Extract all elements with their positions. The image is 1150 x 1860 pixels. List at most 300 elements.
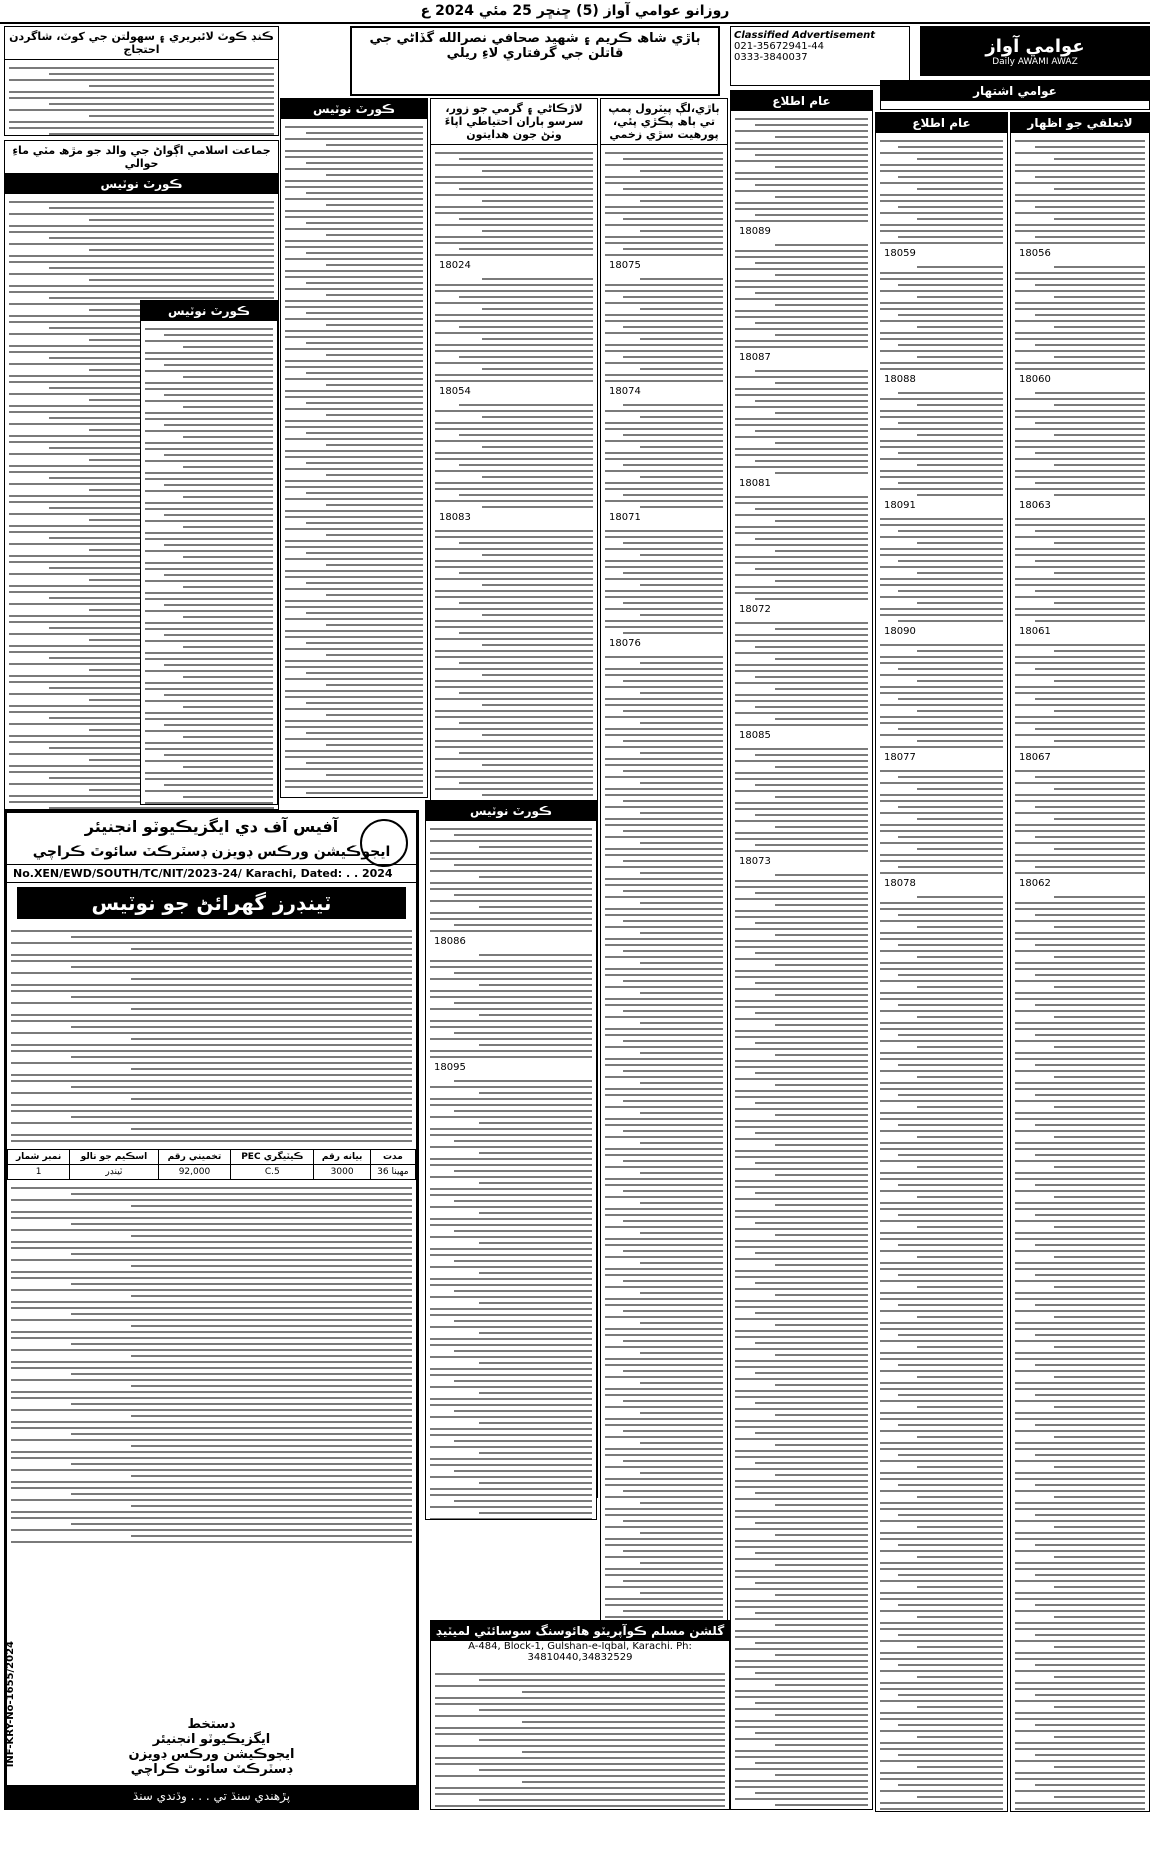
text-line — [735, 1726, 868, 1728]
text-line — [1015, 1430, 1145, 1432]
text-line — [775, 826, 868, 828]
text-line — [605, 1586, 723, 1588]
text-line — [898, 1064, 1003, 1066]
text-line — [1054, 1106, 1145, 1108]
text-line — [735, 142, 868, 144]
text-line — [735, 544, 868, 546]
text-line — [1054, 404, 1145, 406]
text-line — [898, 1154, 1003, 1156]
text-line — [623, 356, 723, 358]
text-line — [880, 782, 1003, 784]
text-line — [430, 1428, 592, 1430]
left-headline-1: ڪنڊ ڪوٽ لائبريري ۽ سھولتن جي کوٽ، شاگردن احتجاج — [5, 27, 278, 60]
text-line — [430, 1296, 592, 1298]
text-line — [640, 584, 723, 586]
text-line — [435, 590, 593, 592]
text-line — [898, 1094, 1003, 1096]
text-line — [459, 188, 593, 190]
text-line — [605, 176, 723, 178]
text-line — [605, 1196, 723, 1198]
text-line — [326, 594, 423, 596]
text-line — [775, 1474, 868, 1476]
text-line — [11, 1104, 412, 1106]
text-line — [735, 514, 868, 516]
text-line — [898, 836, 1003, 838]
text-line — [605, 1016, 723, 1018]
text-line — [1015, 1148, 1145, 1150]
text-line — [164, 514, 273, 516]
text-line — [898, 866, 1003, 868]
text-line — [735, 1390, 868, 1392]
text-line — [605, 1388, 723, 1390]
text-line — [1015, 1298, 1145, 1300]
text-line — [430, 1446, 592, 1448]
text-line — [1054, 1616, 1145, 1618]
text-line — [285, 708, 423, 710]
text-line — [285, 168, 423, 170]
text-line — [482, 584, 593, 586]
text-line — [880, 1412, 1003, 1414]
text-line — [880, 548, 1003, 550]
text-line — [435, 440, 593, 442]
text-line — [605, 896, 723, 898]
text-line — [605, 1304, 723, 1306]
text-line — [623, 602, 723, 604]
text-line — [755, 1252, 868, 1254]
text-line — [1035, 698, 1146, 700]
page-header — [0, 0, 1150, 24]
text-line — [1054, 848, 1145, 850]
table-cell: 1 — [8, 1165, 70, 1180]
text-line — [479, 1482, 592, 1484]
text-line — [285, 348, 423, 350]
text-line — [459, 542, 593, 544]
text-line — [435, 254, 593, 256]
text-line — [11, 1140, 412, 1142]
text-line — [71, 1313, 412, 1315]
text-line — [11, 1427, 412, 1429]
text-line — [454, 1470, 592, 1472]
text-line — [605, 1466, 723, 1468]
text-line — [917, 788, 1003, 790]
text-line — [326, 564, 423, 566]
text-line — [1015, 1748, 1145, 1750]
text-line — [1015, 1688, 1145, 1690]
text-line — [435, 668, 593, 670]
text-line — [1035, 392, 1146, 394]
text-line — [145, 562, 273, 564]
text-line — [605, 320, 723, 322]
text-line — [482, 416, 593, 418]
text-line — [1015, 1610, 1145, 1612]
text-line — [735, 1156, 868, 1158]
text-line — [755, 1492, 868, 1494]
text-line — [623, 1490, 723, 1492]
text-line — [435, 626, 593, 628]
text-line — [145, 610, 273, 612]
text-line — [880, 824, 1003, 826]
text-line — [430, 1374, 592, 1376]
notice-number: 18085 — [739, 730, 771, 741]
text-line — [775, 994, 868, 996]
text-line — [880, 164, 1003, 166]
text-line — [1015, 242, 1145, 244]
text-line — [755, 1762, 868, 1764]
text-line — [880, 1730, 1003, 1732]
text-line — [775, 658, 868, 660]
text-line — [1054, 572, 1145, 574]
text-line — [285, 126, 423, 128]
text-line — [1015, 1160, 1145, 1162]
text-line — [1015, 272, 1145, 274]
text-line — [71, 1343, 412, 1345]
text-line — [1015, 308, 1145, 310]
text-line — [880, 872, 1003, 874]
text-line — [917, 1346, 1003, 1348]
text-line — [623, 158, 723, 160]
text-line — [479, 876, 592, 878]
text-line — [11, 1092, 412, 1094]
text-line — [880, 476, 1003, 478]
text-line — [880, 1178, 1003, 1180]
text-line — [735, 832, 868, 834]
text-line — [1054, 1526, 1145, 1528]
text-line — [1035, 1244, 1146, 1246]
text-line — [1035, 1454, 1146, 1456]
text-line — [435, 374, 593, 376]
text-line — [640, 1232, 723, 1234]
text-line — [605, 914, 723, 916]
text-line — [880, 302, 1003, 304]
text-line — [1015, 224, 1145, 226]
text-line — [880, 1172, 1003, 1174]
text-line — [735, 970, 868, 972]
text-line — [430, 1356, 592, 1358]
text-line — [454, 1170, 592, 1172]
text-line — [623, 1040, 723, 1042]
text-line — [605, 1598, 723, 1600]
text-line — [131, 1128, 412, 1130]
text-line — [430, 1086, 592, 1088]
text-line — [735, 1636, 868, 1638]
text-line — [1035, 560, 1146, 562]
text-line — [1035, 1304, 1146, 1306]
text-line — [9, 231, 274, 233]
text-line — [1035, 422, 1146, 424]
text-line — [735, 1258, 868, 1260]
text-line — [1015, 1460, 1145, 1462]
text-line — [735, 340, 868, 342]
text-line — [880, 1478, 1003, 1480]
text-line — [755, 706, 868, 708]
text-line — [1015, 1562, 1145, 1564]
text-line — [9, 285, 274, 287]
text-line — [479, 1679, 726, 1681]
text-line — [623, 1610, 723, 1612]
text-line — [755, 922, 868, 924]
text-line — [145, 748, 273, 750]
text-line — [11, 1379, 412, 1381]
text-line — [71, 1493, 412, 1495]
text-line — [640, 1472, 723, 1474]
text-line — [285, 678, 423, 680]
text-line — [605, 1394, 723, 1396]
text-line — [775, 580, 868, 582]
text-line — [880, 1112, 1003, 1114]
text-line — [164, 724, 273, 726]
notice-number: 18059 — [884, 248, 916, 259]
text-line — [1015, 800, 1145, 802]
text-line — [898, 1424, 1003, 1426]
text-line — [735, 1750, 868, 1752]
text-line — [605, 314, 723, 316]
text-line — [1035, 1034, 1146, 1036]
text-line — [755, 1132, 868, 1134]
tender-signature — [7, 1717, 416, 1777]
text-line — [605, 1154, 723, 1156]
text-line — [775, 688, 868, 690]
text-line — [735, 1408, 868, 1410]
text-line — [755, 1672, 868, 1674]
text-line — [880, 608, 1003, 610]
text-line — [1054, 956, 1145, 958]
text-line — [479, 1122, 592, 1124]
text-line — [454, 1410, 592, 1412]
text-line — [11, 1277, 412, 1279]
text-line — [775, 1144, 868, 1146]
text-line — [1054, 1316, 1145, 1318]
text-line — [482, 764, 593, 766]
text-line — [755, 1552, 868, 1554]
text-line — [735, 496, 868, 498]
text-line — [1054, 1046, 1145, 1048]
text-line — [623, 770, 723, 772]
notice-number: 18056 — [1019, 248, 1051, 259]
text-line — [880, 446, 1003, 448]
text-line — [1035, 914, 1146, 916]
text-line — [1054, 1706, 1145, 1708]
text-line — [183, 616, 273, 618]
text-line — [459, 248, 593, 250]
text-line — [898, 1034, 1003, 1036]
text-line — [459, 218, 593, 220]
text-line — [11, 1271, 412, 1273]
text-line — [145, 460, 273, 462]
text-line — [326, 414, 423, 416]
text-line — [775, 1594, 868, 1596]
logo-text: عوامي آواز — [985, 35, 1085, 57]
text-line — [1015, 1070, 1145, 1072]
text-line — [435, 488, 593, 490]
text-line — [430, 1218, 592, 1220]
text-line — [131, 978, 412, 980]
text-line — [522, 1691, 725, 1693]
text-line — [459, 404, 593, 406]
text-line — [735, 712, 868, 714]
text-line — [454, 1350, 592, 1352]
text-line — [454, 894, 592, 896]
text-line — [755, 784, 868, 786]
text-line — [522, 1751, 725, 1753]
text-line — [880, 320, 1003, 322]
text-line — [430, 1494, 592, 1496]
text-line — [735, 850, 868, 852]
notice-column-3 — [730, 90, 873, 1810]
text-line — [898, 1004, 1003, 1006]
news-column-3 — [280, 98, 428, 798]
table-cell: 3000 — [314, 1165, 370, 1180]
text-line — [735, 1690, 868, 1692]
text-line — [880, 1382, 1003, 1384]
text-line — [735, 1186, 868, 1188]
text-line — [164, 544, 273, 546]
text-line — [11, 1217, 412, 1219]
text-line — [898, 1364, 1003, 1366]
text-line — [435, 470, 593, 472]
text-line — [640, 992, 723, 994]
text-line — [880, 1250, 1003, 1252]
text-line — [11, 1469, 412, 1471]
text-line — [880, 1370, 1003, 1372]
text-line — [755, 1192, 868, 1194]
text-line — [326, 444, 423, 446]
text-line — [1015, 200, 1145, 202]
text-line — [605, 1328, 723, 1330]
text-line — [1015, 362, 1145, 364]
text-line — [880, 1622, 1003, 1624]
text-line — [145, 508, 273, 510]
text-line — [605, 428, 723, 430]
text-line — [326, 384, 423, 386]
text-line — [430, 1344, 592, 1346]
text-line — [735, 1090, 868, 1092]
notice-column-2-text — [876, 133, 1007, 1812]
text-line — [898, 1754, 1003, 1756]
text-line — [482, 554, 593, 556]
text-line — [326, 204, 423, 206]
text-line — [735, 1798, 868, 1800]
text-line — [898, 236, 1003, 238]
text-line — [1015, 1448, 1145, 1450]
text-line — [145, 652, 273, 654]
text-line — [880, 1328, 1003, 1330]
text-line — [306, 312, 423, 314]
text-line — [735, 808, 868, 810]
text-line — [145, 490, 273, 492]
text-line — [880, 1748, 1003, 1750]
text-line — [479, 1212, 592, 1214]
text-line — [89, 219, 275, 221]
text-line — [735, 772, 868, 774]
text-line — [898, 284, 1003, 286]
text-line — [880, 1802, 1003, 1804]
text-line — [183, 736, 273, 738]
text-line — [880, 1790, 1003, 1792]
text-line — [605, 1526, 723, 1528]
text-line — [735, 1588, 868, 1590]
text-line — [605, 1568, 723, 1570]
text-line — [479, 1422, 592, 1424]
text-line — [430, 1398, 592, 1400]
text-line — [917, 326, 1003, 328]
text-line — [164, 574, 273, 576]
text-line — [880, 566, 1003, 568]
text-line — [145, 640, 273, 642]
text-line — [605, 734, 723, 736]
text-line — [1054, 896, 1145, 898]
text-line — [735, 1570, 868, 1572]
text-line — [640, 338, 723, 340]
text-line — [623, 218, 723, 220]
text-line — [1054, 680, 1145, 682]
text-line — [1015, 488, 1145, 490]
text-line — [917, 218, 1003, 220]
text-line — [917, 1406, 1003, 1408]
text-line — [775, 196, 868, 198]
text-line — [735, 526, 868, 528]
text-line — [605, 530, 723, 532]
notice-number: 18081 — [739, 478, 771, 489]
text-line — [623, 296, 723, 298]
text-line — [430, 912, 592, 914]
text-line — [880, 524, 1003, 526]
text-line — [775, 136, 868, 138]
text-line — [435, 1733, 725, 1735]
text-line — [1015, 1370, 1145, 1372]
text-line — [1015, 1628, 1145, 1630]
text-line — [1015, 692, 1145, 694]
text-line — [459, 662, 593, 664]
text-line — [71, 1523, 412, 1525]
text-line — [640, 1322, 723, 1324]
text-line — [11, 1499, 412, 1501]
text-line — [285, 138, 423, 140]
text-line — [605, 776, 723, 778]
text-line — [898, 944, 1003, 946]
text-line — [1054, 1466, 1145, 1468]
text-line — [183, 676, 273, 678]
text-line — [605, 1604, 723, 1606]
text-line — [285, 330, 423, 332]
text-line — [482, 734, 593, 736]
text-line — [735, 1018, 868, 1020]
text-line — [183, 376, 273, 378]
text-line — [735, 178, 868, 180]
text-line — [735, 1306, 868, 1308]
text-line — [640, 1352, 723, 1354]
text-line — [605, 1454, 723, 1456]
text-line — [898, 1454, 1003, 1456]
text-line — [454, 1002, 592, 1004]
text-line — [1015, 182, 1145, 184]
text-line — [605, 596, 723, 598]
text-line — [1015, 842, 1145, 844]
text-line — [605, 968, 723, 970]
text-line — [430, 1284, 592, 1286]
text-line — [1015, 290, 1145, 292]
text-line — [11, 1062, 412, 1064]
text-line — [735, 1180, 868, 1182]
text-line — [1015, 1322, 1145, 1324]
text-line — [735, 418, 868, 420]
text-line — [1035, 1154, 1146, 1156]
text-line — [326, 744, 423, 746]
text-line — [1015, 722, 1145, 724]
text-line — [131, 1295, 412, 1297]
text-line — [605, 332, 723, 334]
text-line — [482, 338, 593, 340]
text-line — [71, 1253, 412, 1255]
